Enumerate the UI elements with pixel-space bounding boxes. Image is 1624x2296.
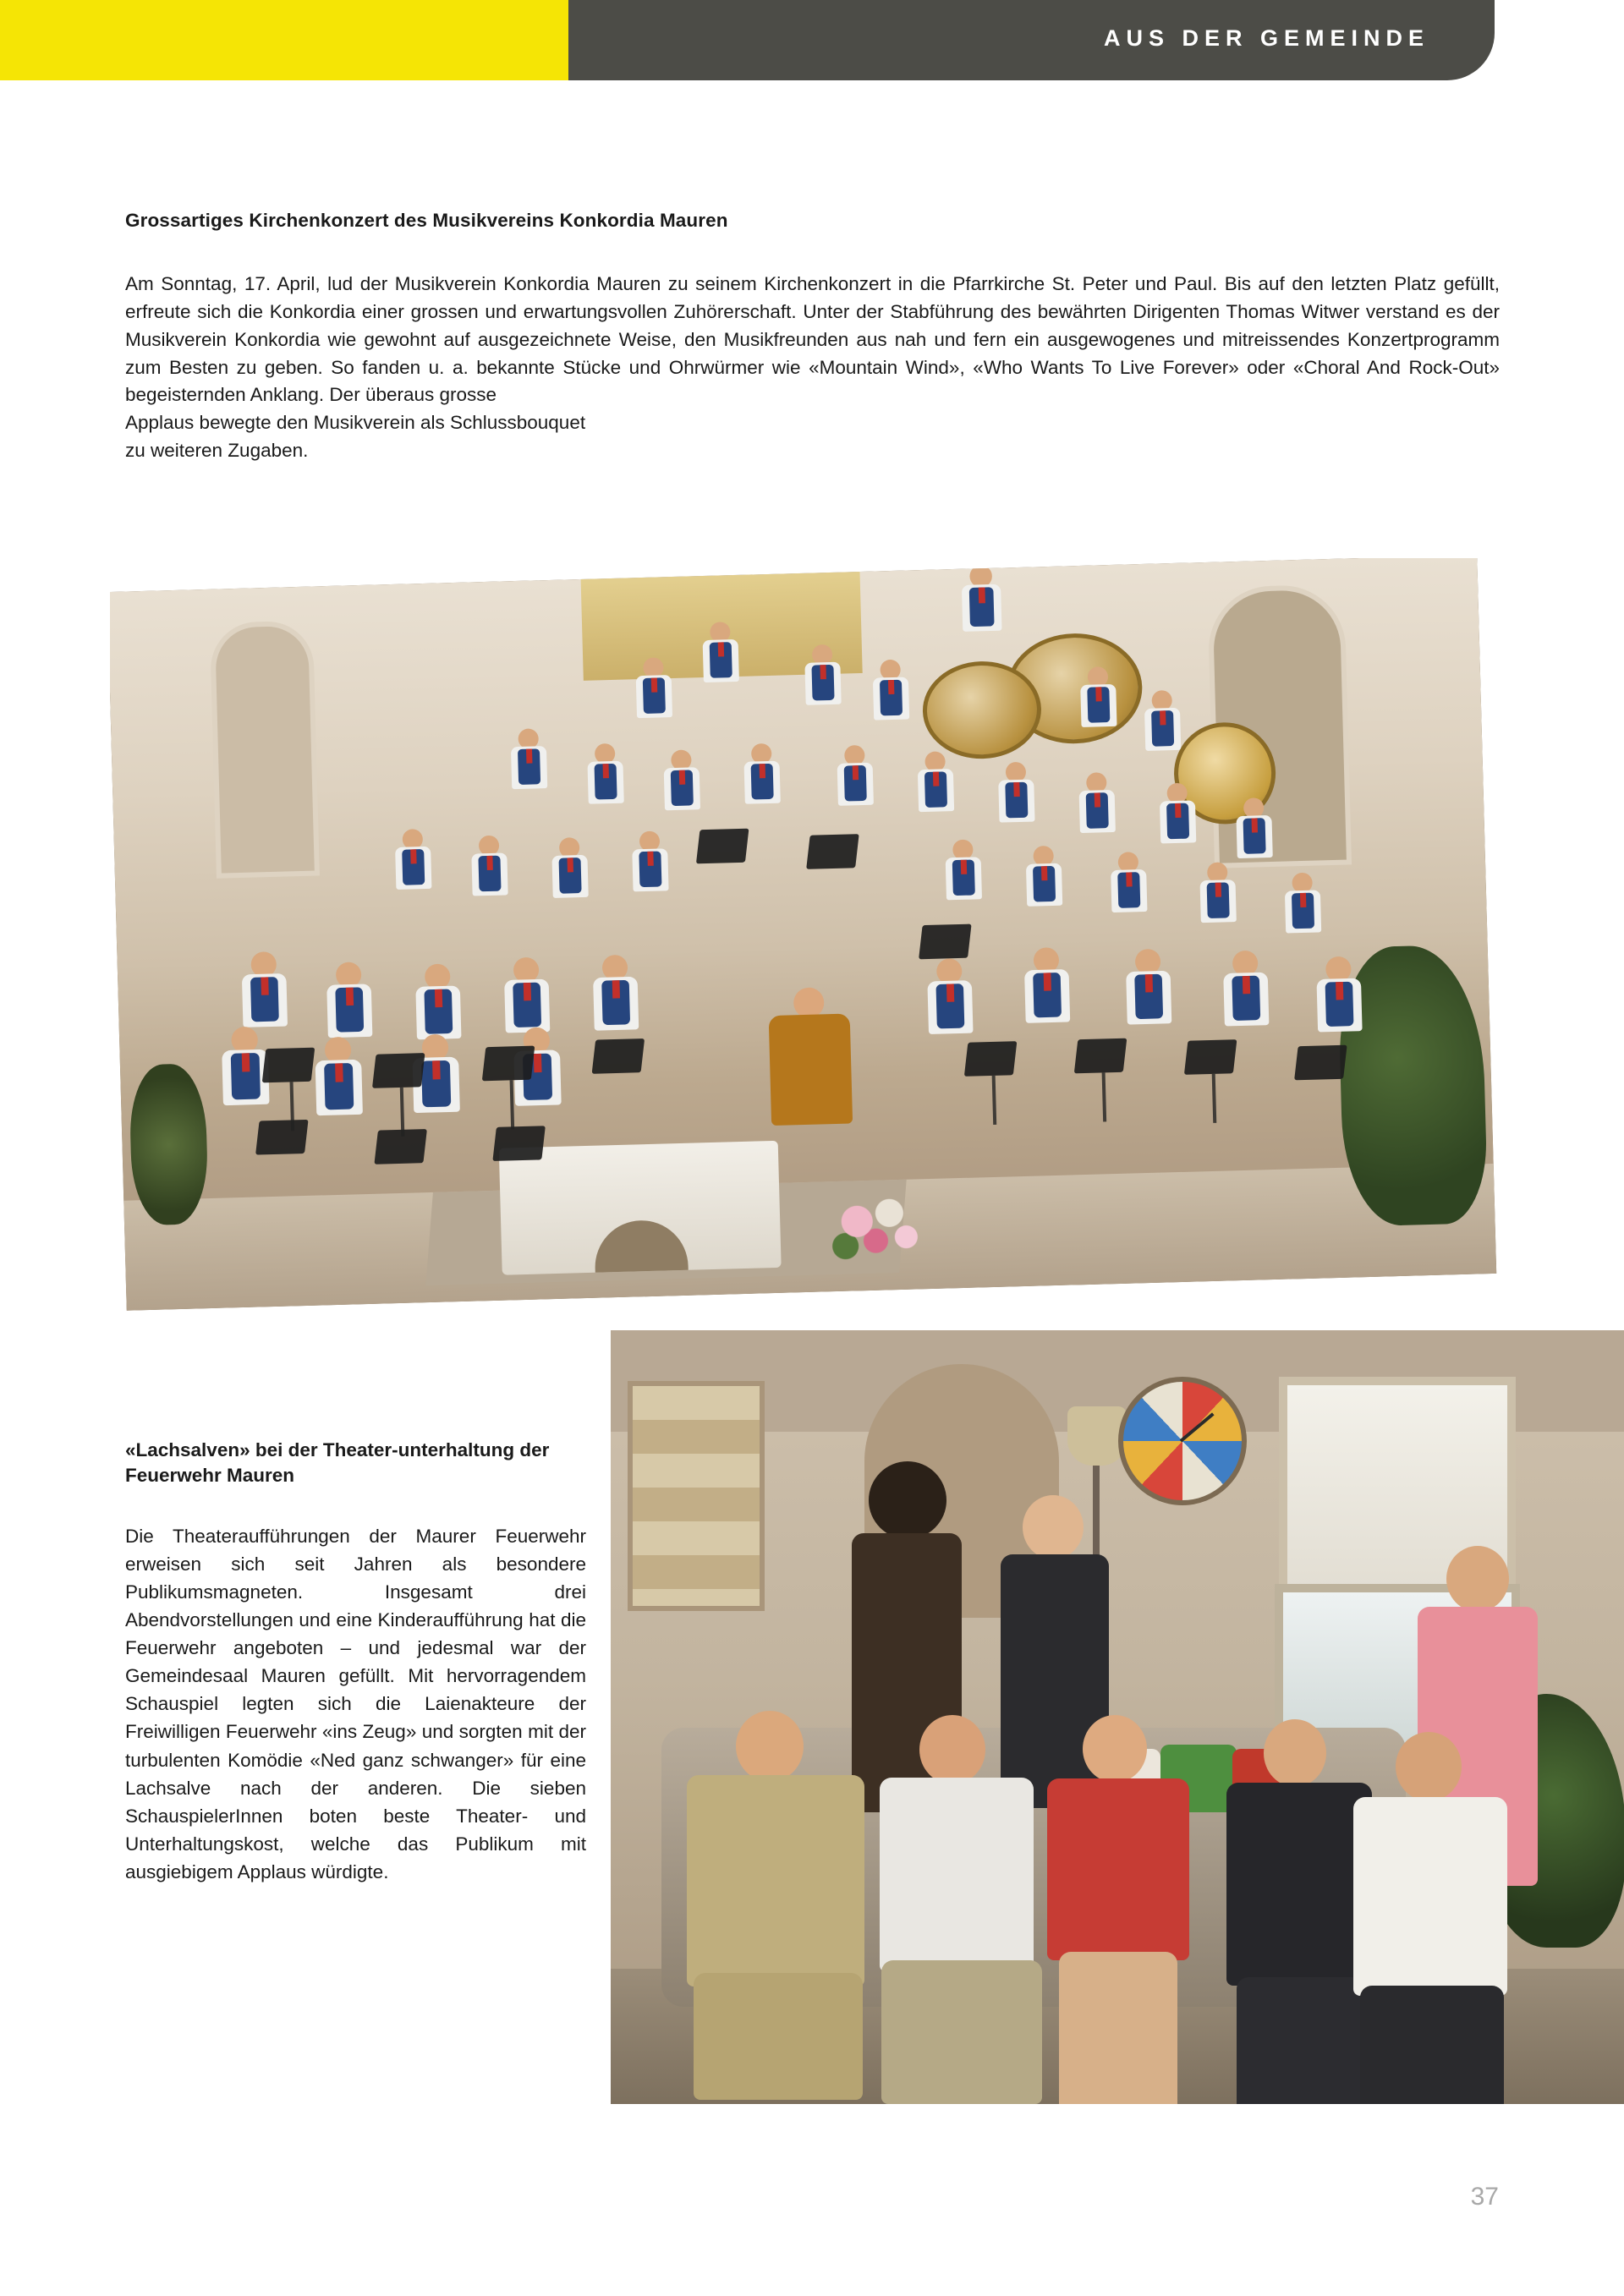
music-stand bbox=[1184, 1039, 1237, 1075]
church-arch-left bbox=[210, 621, 320, 879]
musician bbox=[1142, 690, 1182, 757]
music-stand bbox=[964, 1041, 1018, 1077]
article-1-body-main: Am Sonntag, 17. April, lud der Musikverein Konkordia Mauren zu seinem Kirchenkonzert in die Pfarrkirche St. Peter und Paul. Bis auf den letzten Platz gefüllt, erfreute sich die Konkordia einer grossen und erwartungsvollen Zuhörerschaft. Unter der Stabführung des bewährten Dirigenten Thomas Witwer verstand es der Musikverein Konkordia wie gewohnt auf ausgezeichnete Weise, den Musikfreunden aus nah und fern ein ausgewogenes und mitreissendes Konzertprogramm zum Besten zu geben. So fanden u. a. bekannte Stücke und Ohrwürmer wie «Mountain Wind», «Who Wants To Live Forever» oder «Choral And Rock-Out» begeisternden Anklang. Der überaus grosse bbox=[125, 273, 1500, 406]
musician bbox=[943, 839, 984, 906]
flower-arrangement bbox=[826, 1189, 929, 1268]
wall-clock bbox=[1118, 1377, 1247, 1505]
musician bbox=[1314, 956, 1364, 1039]
orchestra-concert-photo bbox=[110, 558, 1496, 1311]
music-stand bbox=[696, 829, 749, 864]
header-title: AUS DER GEMEINDE bbox=[1103, 25, 1429, 51]
actor-white-shirt-man bbox=[873, 1707, 1042, 2096]
music-stand bbox=[262, 1048, 315, 1083]
theatre-cast-photo bbox=[611, 1330, 1624, 2104]
music-stand bbox=[592, 1038, 645, 1074]
musician bbox=[870, 659, 911, 726]
article-1-body bbox=[125, 271, 1500, 465]
wall-art-panel bbox=[628, 1381, 765, 1611]
musician bbox=[700, 622, 741, 688]
music-stand bbox=[919, 924, 972, 960]
musician bbox=[1109, 852, 1149, 918]
musician bbox=[312, 1036, 365, 1123]
musician bbox=[630, 830, 671, 897]
header-yellow-block bbox=[0, 0, 568, 80]
musician bbox=[924, 958, 975, 1042]
article-1-body-tail-2: zu weiteren Zugaben. bbox=[125, 440, 309, 462]
musician bbox=[915, 751, 956, 818]
orchestra-photo-wrapper bbox=[110, 558, 1497, 1319]
conductor bbox=[761, 986, 859, 1149]
musician bbox=[469, 835, 510, 901]
actor-red-dress-woman bbox=[1034, 1711, 1203, 2104]
musician bbox=[634, 657, 674, 724]
musician bbox=[585, 743, 626, 810]
musician bbox=[590, 954, 641, 1038]
musician bbox=[1078, 666, 1119, 733]
musician bbox=[959, 565, 1004, 638]
musician bbox=[1157, 782, 1198, 849]
musician bbox=[550, 837, 590, 904]
musician bbox=[1023, 846, 1064, 912]
musician bbox=[1234, 797, 1275, 864]
article-2-title: «Lachsalven» bei der Theater-unterhaltung der Feuerwehr Mauren bbox=[125, 1439, 550, 1487]
musician bbox=[508, 728, 549, 795]
musician bbox=[1022, 947, 1073, 1031]
musician bbox=[393, 829, 434, 896]
musician bbox=[1123, 948, 1174, 1032]
musician bbox=[1282, 872, 1323, 939]
altar-table bbox=[499, 1141, 782, 1275]
page-number: 37 bbox=[1470, 2183, 1499, 2211]
musician bbox=[661, 749, 702, 816]
musician bbox=[803, 644, 843, 711]
actor-safari-man bbox=[678, 1694, 873, 2091]
plant-left bbox=[129, 1063, 209, 1225]
musician bbox=[324, 962, 375, 1045]
musician bbox=[742, 743, 782, 810]
actor-white-tshirt-man bbox=[1347, 1728, 1516, 2104]
musician bbox=[1221, 950, 1271, 1033]
music-stand bbox=[1074, 1038, 1127, 1074]
article-1-title: Grossartiges Kirchenkonzert des Musikvereins Konkordia Mauren bbox=[125, 210, 728, 231]
page-header bbox=[0, 0, 1624, 80]
music-stand bbox=[372, 1053, 425, 1088]
article-1-body-tail-1: Applaus bewegte den Musikverein als Schlussbouquet bbox=[125, 412, 586, 434]
music-stand bbox=[492, 1126, 546, 1161]
music-stand bbox=[255, 1120, 309, 1155]
musician bbox=[1077, 772, 1117, 839]
musician bbox=[835, 745, 875, 812]
musician bbox=[1198, 862, 1238, 929]
musician bbox=[996, 761, 1037, 828]
music-stand bbox=[482, 1046, 535, 1082]
music-stand bbox=[806, 834, 859, 869]
article-2-body: Die Theateraufführungen der Maurer Feuerwehr erweisen sich seit Jahren als besondere Publikumsmagneten. Insgesamt drei Abendvorstellungen und eine Kinderaufführung hat die Feuerwehr angeboten – und jedesmal war der Gemeindesaal Mauren gefüllt. Mit hervorragendem Schauspiel legten sich die Laienakteure der Freiwilligen Feuerwehr «ins Zeug» und sorgten mit der turbulenten Komödie «Ned ganz schwanger» für eine Lachsalve nach der anderen. Die sieben SchauspielerInnen boten beste Theater- und Unterhaltungskost, welche das Publikum mit ausgiebigem Applaus würdigte. bbox=[125, 1526, 586, 1882]
music-stand bbox=[1294, 1045, 1347, 1081]
musician bbox=[239, 951, 290, 1035]
